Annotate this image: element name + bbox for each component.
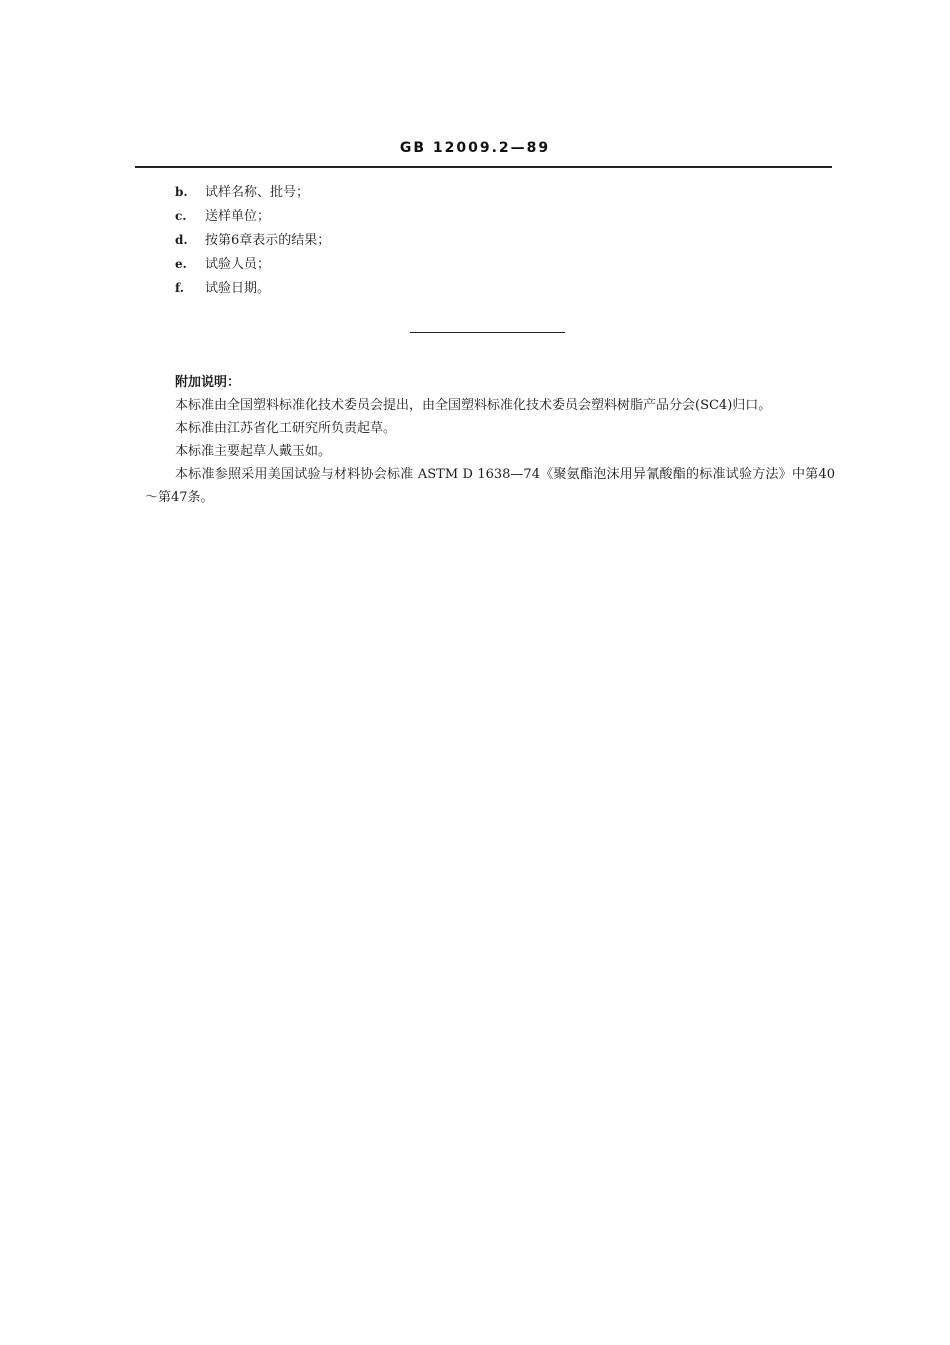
standard-code-header: GB 12009.2—89 [399,140,551,156]
notes-paragraph: 本标准主要起草人戴玉如。 [175,444,332,459]
list-text: 试验人员； [205,257,271,272]
list-text: 送样单位； [205,209,271,224]
list-text: 试样名称、批号； [205,185,310,200]
report-items-list [175,180,330,300]
additional-notes [145,371,835,509]
list-marker: f. [175,281,184,295]
list-item [175,252,330,276]
list-text: 按第6章表示的结果； [205,233,331,248]
list-marker: b. [175,185,188,199]
list-item [175,228,330,252]
list-item [175,276,330,300]
end-of-text-rule [410,332,565,333]
notes-paragraph: 本标准参照采用美国试验与材料协会标准 ASTM D 1638—74《聚氨酯泡沫用异氰酸酯的标准试验方法》中第40～第47条。 [145,467,835,505]
list-marker: e. [175,257,187,271]
header-rule [135,166,832,168]
list-item [175,204,330,228]
notes-paragraph: 本标准由全国塑料标准化技术委员会提出，由全国塑料标准化技术委员会塑料树脂产品分会(SC4)归口。 [175,398,772,413]
list-text: 试验日期。 [205,281,271,296]
notes-paragraph: 本标准由江苏省化工研究所负责起草。 [175,421,397,436]
list-marker: d. [175,233,188,247]
notes-title: 附加说明： [175,375,241,390]
list-item [175,180,330,204]
list-marker: c. [175,209,187,223]
